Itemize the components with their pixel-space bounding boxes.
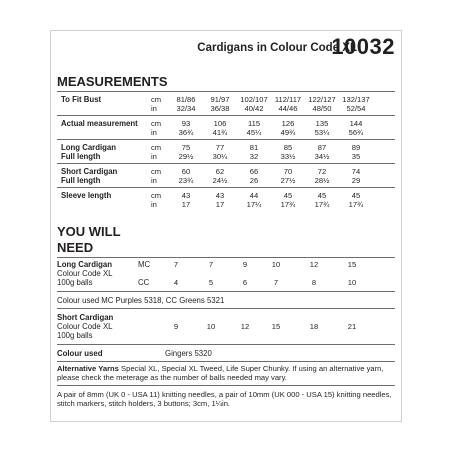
unit-cm: cm bbox=[151, 167, 162, 176]
you-will-need-heading: YOU WILL bbox=[57, 224, 121, 239]
value-cell: 74 bbox=[351, 167, 361, 176]
unit-in: in bbox=[151, 104, 157, 113]
value-cell: 115 bbox=[247, 119, 261, 128]
value-cell: 49¾ bbox=[280, 128, 296, 137]
value-cell: 112/117 bbox=[274, 95, 302, 104]
unit-in: in bbox=[151, 128, 157, 137]
value-cell: 45 bbox=[283, 191, 293, 200]
short-balls-cell: 21 bbox=[347, 322, 357, 331]
value-cell: 41¾ bbox=[212, 128, 228, 137]
value-cell: 24½ bbox=[212, 176, 228, 185]
value-cell: 72 bbox=[317, 167, 327, 176]
value-cell: 30¼ bbox=[212, 152, 228, 161]
value-cell: 17¾ bbox=[280, 200, 296, 209]
cc-balls-cell: 7 bbox=[273, 278, 279, 287]
unit-cm: cm bbox=[151, 143, 162, 152]
cc-balls-cell: 4 bbox=[173, 278, 179, 287]
mc-balls-cell: 9 bbox=[242, 260, 248, 269]
short-balls-cell: 15 bbox=[271, 322, 281, 331]
unit-cm: cm bbox=[151, 191, 162, 200]
row-label-short-cardigan: Short Cardigan bbox=[61, 167, 118, 176]
cc-balls-cell: 5 bbox=[208, 278, 214, 287]
value-cell: 122/127 bbox=[308, 95, 336, 104]
value-cell: 28½ bbox=[314, 176, 330, 185]
short-balls-cell: 12 bbox=[240, 322, 250, 331]
mc-balls-cell: 12 bbox=[309, 260, 319, 269]
value-cell: 53¼ bbox=[314, 128, 330, 137]
mc-balls-cell: 15 bbox=[347, 260, 357, 269]
value-cell: 23¾ bbox=[178, 176, 194, 185]
value-cell: 75 bbox=[181, 143, 191, 152]
alternative-yarns-text: Special XL, Special XL Tweed, Life Super Chunky. If using an alternative yarn, please check the meterage as the number of balls needed may vary. bbox=[57, 364, 384, 382]
alternative-yarns-label: Alternative Yarns bbox=[57, 364, 119, 373]
divider bbox=[57, 291, 395, 292]
value-cell: 44/46 bbox=[278, 104, 298, 113]
unit-in: in bbox=[151, 176, 157, 185]
value-cell: 62 bbox=[215, 167, 225, 176]
value-cell: 89 bbox=[351, 143, 361, 152]
value-cell: 17 bbox=[181, 200, 191, 209]
divider bbox=[57, 257, 395, 258]
divider bbox=[57, 361, 395, 362]
long-cardigan-label: Long Cardigan bbox=[57, 260, 113, 269]
value-cell: 70 bbox=[283, 167, 293, 176]
value-cell: 17¼ bbox=[246, 200, 262, 209]
row-label-long-cardigan: Long Cardigan bbox=[61, 143, 117, 152]
pattern-code: 10032 bbox=[331, 34, 395, 59]
short-balls-cell: 10 bbox=[206, 322, 216, 331]
you-will-need-heading: NEED bbox=[57, 240, 94, 255]
value-cell: 43 bbox=[215, 191, 225, 200]
cc-balls-cell: 6 bbox=[242, 278, 248, 287]
value-cell: 26 bbox=[249, 176, 259, 185]
cc-balls-cell: 10 bbox=[347, 278, 357, 287]
value-cell: 77 bbox=[215, 143, 225, 152]
mc-balls-cell: 7 bbox=[208, 260, 214, 269]
value-cell: 144 bbox=[349, 119, 363, 128]
value-cell: 29 bbox=[351, 176, 361, 185]
value-cell: 35 bbox=[351, 152, 361, 161]
divider bbox=[57, 308, 395, 309]
value-cell: 17¾ bbox=[348, 200, 364, 209]
value-cell: 81/86 bbox=[176, 95, 196, 104]
value-cell: 44 bbox=[249, 191, 259, 200]
cc-balls-cell: 8 bbox=[311, 278, 317, 287]
ball-weight-label: 100g balls bbox=[57, 331, 93, 340]
value-cell: 45¼ bbox=[246, 128, 262, 137]
pattern-title: Cardigans in Colour Code XL bbox=[197, 42, 357, 54]
divider bbox=[57, 91, 395, 92]
pattern-page bbox=[50, 30, 402, 422]
value-cell: 135 bbox=[315, 119, 329, 128]
divider bbox=[57, 115, 395, 116]
divider bbox=[57, 187, 395, 188]
short-balls-cell: 9 bbox=[173, 322, 179, 331]
value-cell: 81 bbox=[249, 143, 259, 152]
value-cell: 36¾ bbox=[178, 128, 194, 137]
value-cell: 48/50 bbox=[312, 104, 332, 113]
value-cell: 29½ bbox=[178, 152, 194, 161]
value-cell: 126 bbox=[281, 119, 295, 128]
value-cell: 45 bbox=[317, 191, 327, 200]
unit-in: in bbox=[151, 152, 157, 161]
row-label-to-fit-bust: To Fit Bust bbox=[61, 95, 102, 104]
value-cell: 85 bbox=[283, 143, 293, 152]
value-cell: 27½ bbox=[280, 176, 296, 185]
value-cell: 17¾ bbox=[314, 200, 330, 209]
value-cell: 66 bbox=[249, 167, 259, 176]
value-cell: 33½ bbox=[280, 152, 296, 161]
needles-text: A pair of 8mm (UK 0 - USA 11) knitting needles, a pair of 10mm (UK 000 - USA 15) knitting needles, stitch markers, stitch holders, 3 buttons; 3cm, 1¼in. bbox=[57, 390, 392, 408]
value-cell: 40/42 bbox=[244, 104, 264, 113]
ball-weight-label: 100g balls bbox=[57, 278, 93, 287]
divider bbox=[57, 163, 395, 164]
value-cell: 52/54 bbox=[346, 104, 366, 113]
value-cell: 36/38 bbox=[210, 104, 230, 113]
mc-balls-cell: 7 bbox=[173, 260, 179, 269]
colour-used-short-value: Gingers 5320 bbox=[165, 349, 212, 358]
alternative-yarns-note bbox=[57, 364, 393, 382]
row-label-full-length: Full length bbox=[61, 152, 101, 161]
value-cell: 106 bbox=[213, 119, 227, 128]
value-cell: 34½ bbox=[314, 152, 330, 161]
unit-cm: cm bbox=[151, 95, 162, 104]
colour-used-long: Colour used MC Purples 5318, CC Greens 5321 bbox=[57, 296, 225, 305]
colour-code-label: Colour Code XL bbox=[57, 322, 113, 331]
value-cell: 91/97 bbox=[210, 95, 230, 104]
value-cell: 102/107 bbox=[240, 95, 268, 104]
value-cell: 93 bbox=[181, 119, 191, 128]
value-cell: 32 bbox=[249, 152, 259, 161]
value-cell: 32/34 bbox=[176, 104, 196, 113]
value-cell: 60 bbox=[181, 167, 191, 176]
short-balls-cell: 18 bbox=[309, 322, 319, 331]
row-label-sleeve-length: Sleeve length bbox=[61, 191, 112, 200]
unit-cm: cm bbox=[151, 119, 162, 128]
divider bbox=[57, 385, 395, 386]
colour-code-label: Colour Code XL bbox=[57, 269, 113, 278]
cc-label: CC bbox=[138, 278, 150, 287]
value-cell: 56¾ bbox=[348, 128, 364, 137]
value-cell: 87 bbox=[317, 143, 327, 152]
divider bbox=[57, 139, 395, 140]
divider bbox=[57, 344, 395, 345]
value-cell: 17 bbox=[215, 200, 225, 209]
row-label-full-length: Full length bbox=[61, 176, 101, 185]
unit-in: in bbox=[151, 200, 157, 209]
mc-label: MC bbox=[138, 260, 151, 269]
value-cell: 132/137 bbox=[342, 95, 370, 104]
measurements-heading: MEASUREMENTS bbox=[57, 74, 168, 89]
row-label-actual-measurement: Actual measurement bbox=[61, 119, 138, 128]
value-cell: 43 bbox=[181, 191, 191, 200]
mc-balls-cell: 10 bbox=[271, 260, 281, 269]
value-cell: 45 bbox=[351, 191, 361, 200]
colour-used-short-label: Colour used bbox=[57, 349, 103, 358]
short-cardigan-label: Short Cardigan bbox=[57, 313, 114, 322]
